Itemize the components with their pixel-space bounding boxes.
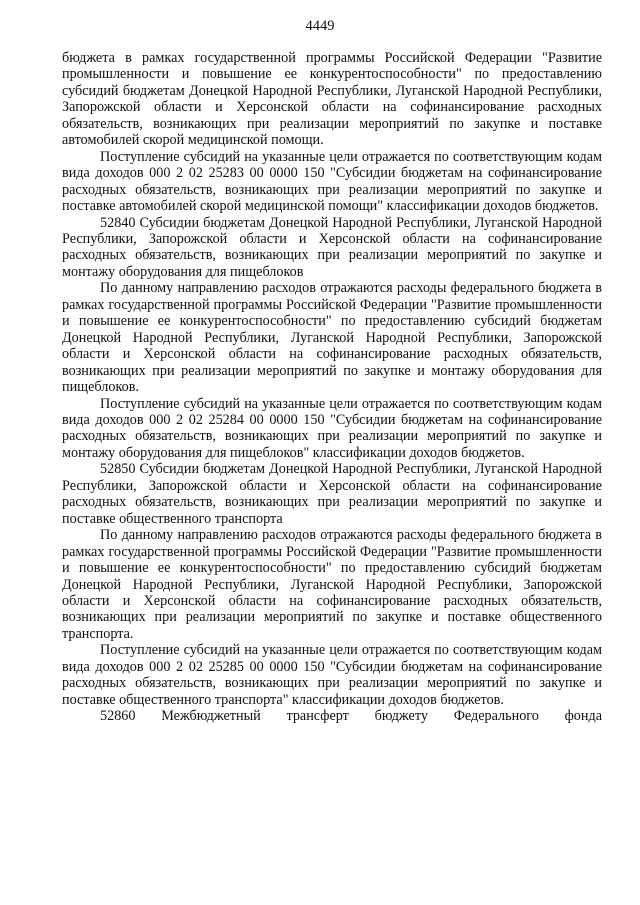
paragraph-continuation: бюджета в рамках государственной программы Российской Федерации "Развитие промышленности и повышение ее конкурентоспособности" по предоставлению субсидий бюджетам Донецкой Народной Республики, Луганской Народной Республики, Запорожской области и Херсонской области на софинансирование расходных обязательств, возникающих при реализации мероприятий по закупке и поставке автомобилей скорой медицинской помощи. [62,50,602,149]
paragraph-direction-52850: По данному направлению расходов отражаются расходы федерального бюджета в рамках государственной программы Российской Федерации "Развитие промышленности и повышение ее конкурентоспособности" по предоставлению субсидий бюджетам Донецкой Народной Республики, Луганской Народной Республики, Запорожской области и Херсонской области на софинансирование расходных обязательств, возникающих при реализации мероприятий по закупке и поставке общественного транспорта. [62,527,602,642]
paragraph-heading-52840: 52840 Субсидии бюджетам Донецкой Народной Республики, Луганской Народной Республики, Запорожской области и Херсонской области на софинансирование расходных обязательств, возникающих при реализации мероприятий по закупке и монтажу оборудования для пищеблоков [62,214,602,280]
page-number: 4449 [305,18,335,34]
document-body [62,50,602,725]
paragraph-heading-52860: 52860 Межбюджетный трансферт бюджету Федерального фонда [100,708,602,725]
paragraph-heading-52850: 52850 Субсидии бюджетам Донецкой Народной Республики, Луганской Народной Республики, Запорожской области и Херсонской области на софинансирование расходных обязательств, возникающих при реализации мероприятий по закупке и поставке общественного транспорта [62,461,602,527]
paragraph-revenue-25284: Поступление субсидий на указанные цели отражается по соответствующим кодам вида доходов 000 2 02 25284 00 0000 150 "Субсидии бюджетам на софинансирование расходных обязательств, возникающих при реализации мероприятий по закупке и монтажу оборудования для пищеблоков" классификации доходов бюджетов. [62,395,602,461]
paragraph-revenue-25283: Поступление субсидий на указанные цели отражается по соответствующим кодам вида доходов 000 2 02 25283 00 0000 150 "Субсидии бюджетам на софинансирование расходных обязательств, возникающих при реализации мероприятий по закупке и поставке автомобилей скорой медицинской помощи" классификации доходов бюджетов. [62,148,602,215]
paragraph-direction-52840: По данному направлению расходов отражаются расходы федерального бюджета в рамках государственной программы Российской Федерации "Развитие промышленности и повышение ее конкурентоспособности" по предоставлению субсидий бюджетам Донецкой Народной Республики, Луганской Народной Республики, Запорожской области и Херсонской области на софинансирование расходных обязательств, возникающих при реализации мероприятий по закупке и монтажу оборудования для пищеблоков. [62,280,602,396]
paragraph-revenue-25285: Поступление субсидий на указанные цели отражается по соответствующим кодам вида доходов 000 2 02 25285 00 0000 150 "Субсидии бюджетам на софинансирование расходных обязательств, возникающих при реализации мероприятий по закупке и поставке общественного транспорта" классификации доходов бюджетов. [62,642,602,708]
